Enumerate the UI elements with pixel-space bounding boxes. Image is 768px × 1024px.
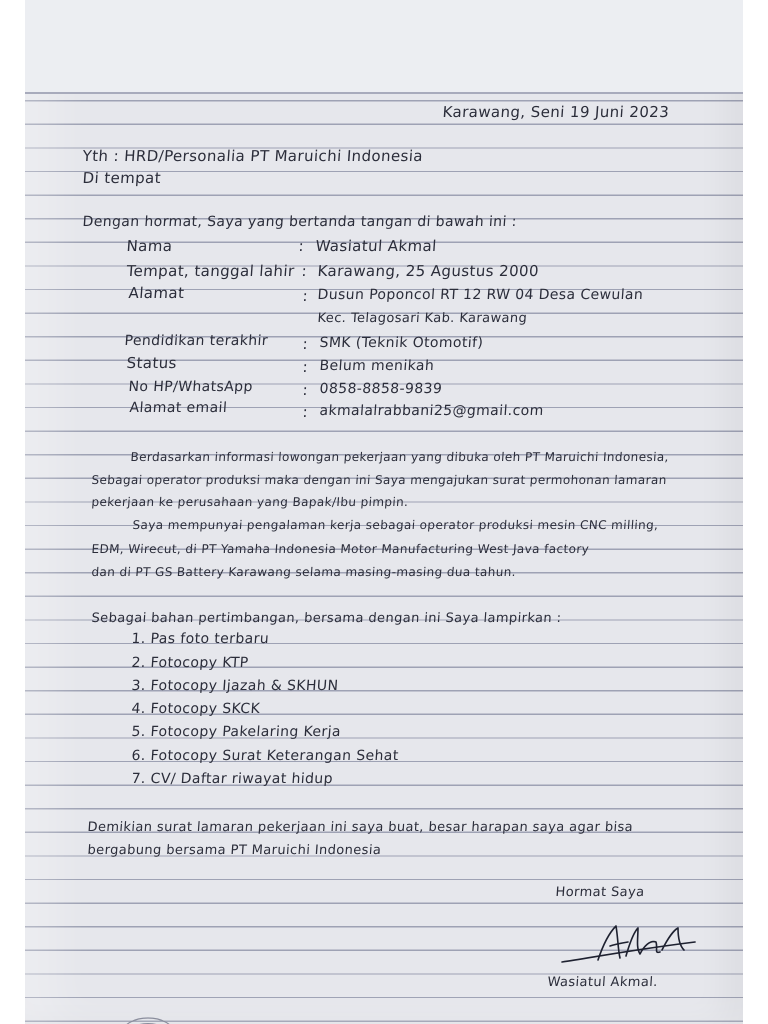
attachment-item: 2. Fotocopy KTP — [131, 655, 250, 671]
field-value: Karawang, 25 Agustus 2000 — [317, 262, 540, 280]
attachment-item: 3. Fotocopy Ijazah & SKHUN — [131, 678, 339, 694]
recipient-line-1: Yth : HRD/Personalia PT Maruichi Indonesia — [82, 147, 424, 165]
attachments-intro: Sebagai bahan pertimbangan, bersama dengan ini Saya lampirkan : — [91, 611, 562, 626]
paragraph-1-line: pekerjaan ke perusahaan yang Bapak/Ibu pimpin. — [91, 495, 409, 509]
attachment-item: 1. Pas foto terbaru — [131, 631, 270, 647]
paragraph-1-line: Berdasarkan informasi lowongan pekerjaan yang dibuka oleh PT Maruichi Indonesia, — [130, 450, 670, 464]
attachment-item: 5. Fotocopy Pakelaring Kerja — [131, 724, 342, 740]
field-label: Tempat, tanggal lahir — [126, 262, 296, 280]
field-value: Wasiatul Akmal — [315, 237, 438, 255]
field-label: Pendidikan terakhir — [124, 333, 269, 349]
field-separator: : — [302, 403, 309, 421]
stamp-mark — [120, 1010, 176, 1024]
field-label: Alamat email — [129, 400, 228, 416]
greeting-line: Dengan hormat, Saya yang bertanda tangan di bawah ini : — [82, 214, 518, 230]
field-value: Belum menikah — [319, 358, 435, 374]
header-rule — [25, 92, 743, 94]
paragraph-2-line: EDM, Wirecut, di PT Yamaha Indonesia Motor Manufacturing West Java factory — [91, 542, 590, 556]
paragraph-1-line: Sebagai operator produksi maka dengan ini Saya mengajukan surat permohonan lamaran — [91, 473, 668, 487]
closing-line: bergabung bersama PT Maruichi Indonesia — [87, 843, 382, 858]
paragraph-2-line: dan di PT GS Battery Karawang selama masing-masing dua tahun. — [91, 565, 517, 579]
field-label: Status — [126, 354, 178, 372]
signoff-text: Hormat Saya — [555, 885, 646, 900]
field-value: Dusun Poponcol RT 12 RW 04 Desa Cewulan — [317, 287, 644, 303]
attachment-item: 4. Fotocopy SKCK — [131, 701, 261, 717]
field-separator: : — [302, 358, 309, 376]
attachment-item: 7. CV/ Daftar riwayat hidup — [131, 771, 334, 787]
field-label: No HP/WhatsApp — [128, 379, 254, 395]
field-value: Kec. Telagosari Kab. Karawang — [317, 311, 528, 326]
date-line: Karawang, Seni 19 Juni 2023 — [442, 103, 670, 121]
field-separator: : — [302, 381, 309, 399]
field-value: SMK (Teknik Otomotif) — [319, 335, 484, 351]
field-separator: : — [301, 262, 308, 280]
paragraph-2-line: Saya mempunyai pengalaman kerja sebagai operator produksi mesin CNC milling, — [132, 518, 659, 532]
field-separator: : — [302, 335, 309, 353]
field-separator: : — [298, 237, 305, 255]
recipient-line-2: Di tempat — [82, 169, 162, 187]
lined-paper — [25, 0, 743, 1024]
closing-line: Demikian surat lamaran pekerjaan ini saya buat, besar harapan saya agar bisa — [87, 820, 634, 835]
paper-header-band — [25, 0, 743, 93]
field-value: akmalalrabbani25@gmail.com — [319, 403, 545, 419]
signer-name: Wasiatul Akmal. — [547, 975, 659, 990]
handwritten-signature — [560, 920, 700, 970]
field-value: 0858-8858-9839 — [319, 381, 443, 397]
field-label: Nama — [126, 237, 174, 255]
field-label: Alamat — [128, 284, 185, 302]
attachment-item: 6. Fotocopy Surat Keterangan Sehat — [131, 748, 400, 764]
field-separator: : — [302, 287, 309, 305]
